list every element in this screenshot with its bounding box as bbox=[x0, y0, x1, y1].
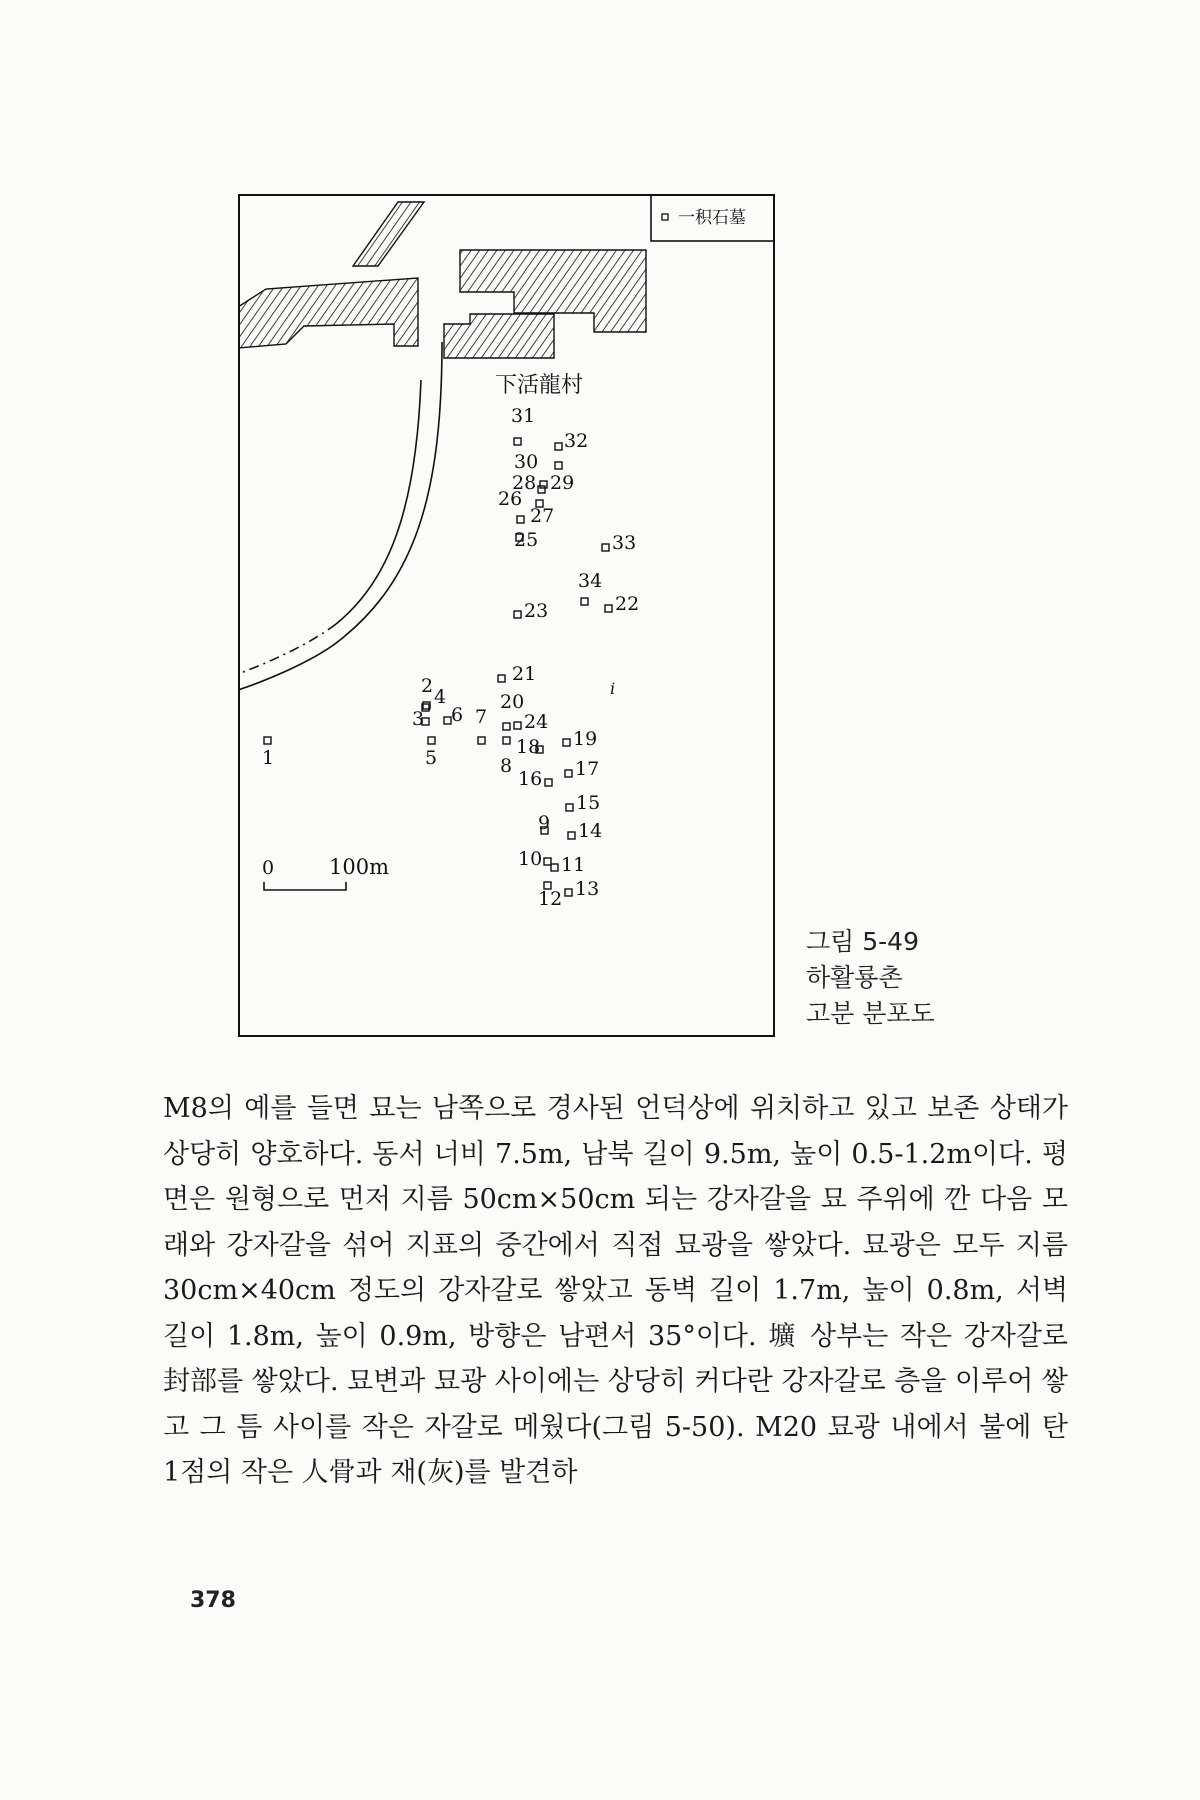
caption-line: 그림 5-49 bbox=[806, 927, 919, 956]
tomb-marker-15 bbox=[566, 804, 573, 811]
tomb-label-7: 7 bbox=[475, 706, 488, 728]
legend-label: 一积石墓 bbox=[678, 208, 746, 228]
tomb-marker-17 bbox=[565, 770, 572, 777]
tomb-label-6: 6 bbox=[451, 704, 464, 726]
tomb-marker-20 bbox=[503, 723, 510, 730]
tomb-marker-34 bbox=[581, 598, 588, 605]
body-paragraph: M8의 예를 들면 묘는 남쪽으로 경사된 언덕상에 위치하고 있고 보존 상태가 상당히 양호하다. 동서 너비 7.5m, 남북 길이 9.5m, 높이 0.5-1.2m이다. 평면은 원형으로 먼저 지름 50cm×50cm 되는 강자갈을 묘 주위에 깐 다음 모래와 강자갈을 섞어 지표의 중간에서 직접 묘광을 쌓았다. 묘광은 모두 지름 30cm×40cm 정도의 강자갈로 쌓았고 동벽 길이 1.7m, 높이 0.8m, 서벽 길이 1.8m, 높이 0.9m, 방향은 남편서 35°이다. 壙 상부는 작은 강자갈로 封部를 쌓았다. 묘변과 묘광 사이에는 상당히 커다란 강자갈로 층을 이루어 쌓고 그 틈 사이를 작은 자갈로 메웠다(그림 5-50). M20 묘광 내에서 불에 탄 1점의 작은 人骨과 재(灰)를 발견하 bbox=[163, 1093, 1068, 1488]
tomb-label-25: 25 bbox=[514, 529, 539, 551]
tomb-label-22: 22 bbox=[615, 593, 640, 615]
tomb-marker-8 bbox=[503, 737, 510, 744]
tomb-label-29: 29 bbox=[550, 472, 575, 494]
tomb-label-23: 23 bbox=[524, 600, 549, 622]
tomb-label-12: 12 bbox=[538, 888, 563, 910]
tomb-label-31: 31 bbox=[511, 405, 536, 427]
tomb-marker-11 bbox=[551, 864, 558, 871]
tomb-marker-31 bbox=[514, 438, 521, 445]
tomb-marker-27 bbox=[517, 516, 524, 523]
stray-mark: i bbox=[610, 679, 616, 698]
tomb-label-5: 5 bbox=[425, 747, 438, 769]
tomb-distribution-map bbox=[238, 192, 775, 1038]
tomb-label-15: 15 bbox=[576, 792, 601, 814]
road-edge bbox=[238, 624, 336, 674]
tomb-marker-28 bbox=[538, 486, 545, 493]
tomb-label-17: 17 bbox=[575, 758, 600, 780]
scale-start: 0 bbox=[262, 857, 275, 879]
caption-line: 하활룡촌 bbox=[806, 963, 903, 992]
tomb-marker-14 bbox=[568, 832, 575, 839]
tomb-label-14: 14 bbox=[578, 820, 603, 842]
tomb-marker-19 bbox=[563, 739, 570, 746]
tomb-label-4: 4 bbox=[434, 686, 447, 708]
tomb-label-30: 30 bbox=[514, 451, 539, 473]
tomb-marker-33 bbox=[602, 544, 609, 551]
legend-tomb-symbol bbox=[662, 214, 668, 220]
tomb-label-24: 24 bbox=[524, 711, 549, 733]
road-edge bbox=[336, 380, 421, 624]
tomb-marker-13 bbox=[565, 889, 572, 896]
tomb-label-8: 8 bbox=[500, 755, 513, 777]
page-number: 378 bbox=[190, 1588, 236, 1613]
tomb-marker-21 bbox=[498, 675, 505, 682]
tomb-marker-23 bbox=[514, 611, 521, 618]
tomb-marker-5 bbox=[428, 737, 435, 744]
tomb-marker-22 bbox=[605, 605, 612, 612]
tomb-label-33: 33 bbox=[612, 532, 637, 554]
tomb-label-16: 16 bbox=[518, 768, 543, 790]
tomb-label-26: 26 bbox=[498, 488, 523, 510]
tomb-marker-30 bbox=[555, 462, 562, 469]
tomb-label-20: 20 bbox=[500, 691, 525, 713]
tomb-label-11: 11 bbox=[561, 854, 586, 876]
tomb-label-13: 13 bbox=[575, 878, 600, 900]
village-building bbox=[238, 278, 418, 348]
tomb-label-28: 28 bbox=[512, 472, 537, 494]
tomb-marker-10 bbox=[544, 858, 551, 865]
tomb-label-19: 19 bbox=[573, 728, 598, 750]
tomb-marker-7 bbox=[478, 737, 485, 744]
road-edge bbox=[238, 342, 442, 690]
tomb-marker-1 bbox=[264, 737, 271, 744]
tomb-marker-29 bbox=[540, 481, 547, 488]
tomb-label-2: 2 bbox=[421, 675, 434, 697]
body-text bbox=[163, 1086, 1068, 1496]
tomb-label-3: 3 bbox=[412, 708, 425, 730]
tomb-label-27: 27 bbox=[530, 505, 555, 527]
tomb-label-34: 34 bbox=[578, 570, 603, 592]
tomb-label-18: 18 bbox=[516, 736, 541, 758]
village-label: 下活龍村 bbox=[495, 373, 584, 398]
tomb-label-21: 21 bbox=[512, 663, 537, 685]
tomb-label-10: 10 bbox=[518, 848, 543, 870]
tomb-marker-24 bbox=[514, 722, 521, 729]
tomb-label-32: 32 bbox=[564, 430, 589, 452]
caption-line: 고분 분포도 bbox=[806, 999, 935, 1028]
tomb-marker-6 bbox=[444, 717, 451, 724]
tomb-label-9: 9 bbox=[538, 812, 551, 834]
village-building bbox=[353, 202, 424, 266]
scale-end: 100m bbox=[329, 855, 389, 879]
scale-bar bbox=[264, 882, 346, 890]
tomb-label-1: 1 bbox=[262, 747, 275, 769]
village-building bbox=[444, 314, 554, 358]
tomb-marker-32 bbox=[555, 443, 562, 450]
tomb-marker-16 bbox=[545, 779, 552, 786]
figure-caption bbox=[806, 924, 935, 1032]
